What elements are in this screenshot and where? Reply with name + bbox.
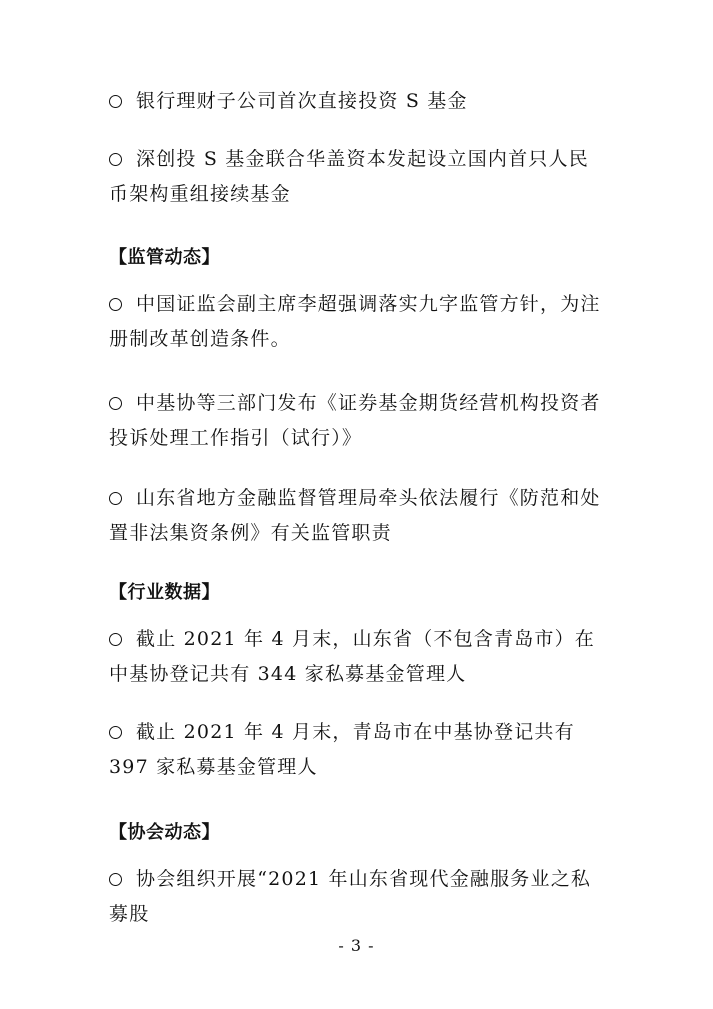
section-heading-association: 【协会动态】 [109,822,220,843]
list-item: 协会组织开展“2021 年山东省现代金融服务业之私募股 [109,868,592,925]
page-number: - 3 - [338,936,375,955]
circle-bullet-icon [109,153,122,166]
circle-bullet-icon [109,726,122,739]
list-item: 山东省地方金融监督管理局牵头依法履行《防范和处置非法集资条例》有关监管职责 [109,487,601,544]
circle-bullet-icon [109,95,122,108]
circle-bullet-icon [109,492,122,505]
circle-bullet-icon [109,873,122,886]
circle-bullet-icon [109,298,122,311]
list-item: 中基协等三部门发布《证券基金期货经营机构投资者投诉处理工作指引（试行）》 [109,392,601,449]
list-item: 截止 2021 年 4 月末，山东省（不包含青岛市）在中基协登记共有 344 家私募基金管理人 [109,628,596,685]
circle-bullet-icon [109,397,122,410]
section-heading-regulatory: 【监管动态】 [109,247,220,268]
section-heading-industry-data: 【行业数据】 [109,582,220,603]
list-item: 银行理财子公司首次直接投资 S 基金 [109,84,609,119]
list-item: 中国证监会副主席李超强调落实九字监管方针，为注册制改革创造条件。 [109,293,601,350]
list-item: 截止 2021 年 4 月末，青岛市在中基协登记共有 397 家私募基金管理人 [109,721,575,778]
list-item: 深创投 S 基金联合华盖资本发起设立国内首只人民币架构重组接续基金 [109,148,589,205]
circle-bullet-icon [109,633,122,646]
